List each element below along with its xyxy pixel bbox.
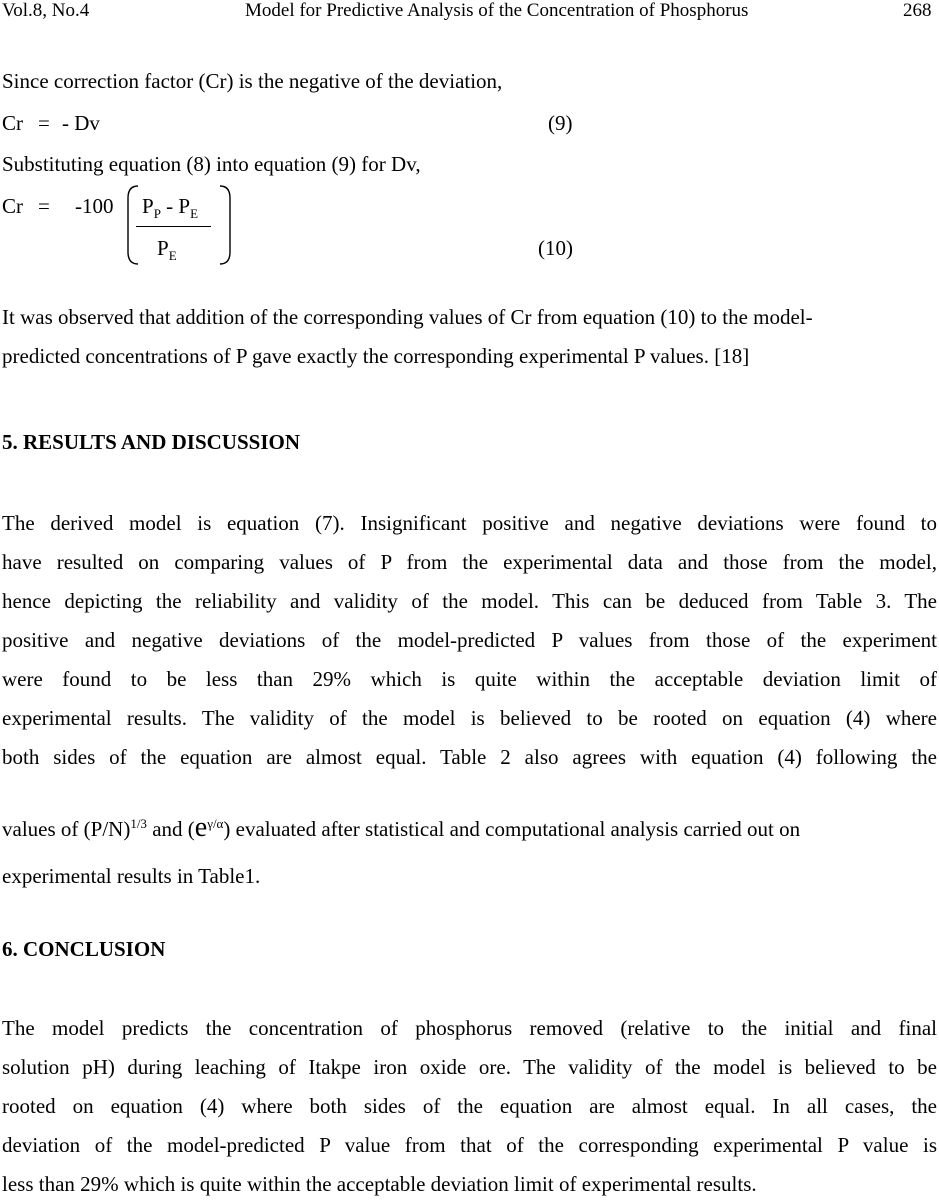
header-page-number: 268 — [903, 0, 932, 21]
header-journal-info: Vol.8, No.4 — [2, 0, 90, 21]
eq10-coefficient: -100 — [75, 194, 114, 218]
paragraph-line: rooted on equation (4) where both sides of the equation are almost equal. In all cases, the — [2, 1094, 937, 1118]
section-5-paragraph — [2, 504, 937, 777]
paragraph-line: hence depicting the reliability and validity of the model. This can be deduced from Table 3. The — [2, 589, 937, 613]
paragraph-line: The model predicts the concentration of phosphorus removed (relative to the initial and final — [2, 1016, 937, 1040]
section-5-last-line: experimental results in Table1. — [2, 864, 261, 888]
eq10-lhs: Cr — [2, 194, 23, 218]
intro-line: Since correction factor (Cr) is the negative of the deviation, — [2, 69, 503, 93]
paragraph-line: have resulted on comparing values of P from the experimental data and those from the model, — [2, 550, 937, 574]
header-title: Model for Predictive Analysis of the Concentration of Phosphorus — [245, 0, 749, 21]
observation-line: It was observed that addition of the corresponding values of Cr from equation (10) to the model- — [2, 305, 813, 329]
paragraph-line: solution pH) during leaching of Itakpe iron oxide ore. The validity of the model is believed to be — [2, 1055, 937, 1079]
paragraph-line: less than 29% which is quite within the acceptable deviation limit of experimental results. — [2, 1172, 757, 1196]
observation-line: predicted concentrations of P gave exactly the corresponding experimental P values. [18] — [2, 344, 750, 368]
eq9-number: (9) — [548, 111, 573, 135]
eq9-lhs: Cr — [2, 111, 23, 135]
eq10-fraction-bar — [136, 226, 211, 227]
section-5-heading: 5. RESULTS AND DISCUSSION — [2, 430, 300, 454]
eq10-denominator: $P_E$ — [157, 236, 177, 264]
eq9-rhs: - Dv — [62, 111, 100, 135]
substitution-line: Substituting equation (8) into equation (9) for Dv, — [2, 152, 421, 176]
section-6-paragraph — [2, 1009, 937, 1204]
paragraph-line: deviation of the model-predicted P value from that of the corresponding experimental P value is — [2, 1133, 937, 1157]
section-6-heading: 6. CONCLUSION — [2, 937, 166, 961]
paragraph-line: positive and negative deviations of the model-predicted P values from those of the experiment — [2, 628, 937, 652]
eq10-number: (10) — [538, 236, 573, 260]
eq10-numerator: $P_P - P_E$ — [142, 194, 199, 222]
eq9-equals: = — [38, 111, 50, 135]
paragraph-line: experimental results. The validity of the model is believed to be rooted on equation (4) where — [2, 706, 937, 730]
observation-paragraph — [2, 298, 937, 376]
eq10-equals: = — [38, 194, 50, 218]
paragraph-line: were found to be less than 29% which is quite within the acceptable deviation limit of — [2, 667, 937, 691]
paragraph-line: both sides of the equation are almost equal. Table 2 also agrees with equation (4) following the — [2, 745, 937, 769]
section-5-formula-line: values of $(P/N)^{1/3}$ and $(e^{\gamma/\alpha})$ evaluated after statistical and computational analysis carried out on — [2, 812, 801, 843]
paragraph-line: The derived model is equation (7). Insignificant positive and negative deviations were found to — [2, 511, 937, 535]
